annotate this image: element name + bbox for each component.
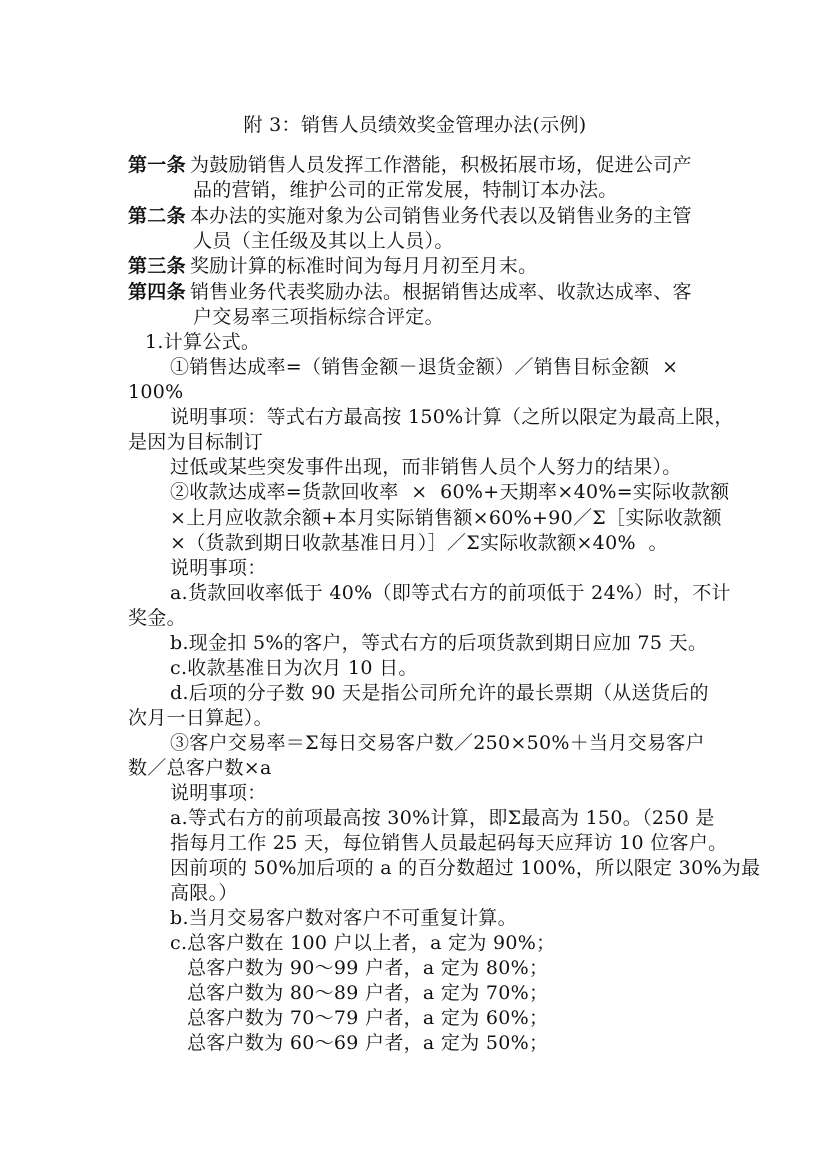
collection-rate-note-heading: 说明事项： [170,557,267,579]
customer-rate-formula-line: 数／总客户数×a [128,757,272,779]
article-2-text: 本办法的实施对象为公司销售业务代表以及销售业务的主管 [190,205,692,227]
article-1-continuation: 品的营销，维护公司的正常发展，特制订本办法。 [193,179,618,201]
article-3-text: 奖励计算的标准时间为每月月初至月末。 [190,255,538,277]
collection-rate-formula-line: ×上月应收款余额+本月实际销售额×60%+90／Σ［实际收款额 [170,507,722,529]
customer-rate-note-line: b.当月交易客户数对客户不可重复计算。 [170,907,517,929]
collection-rate-note-line: d.后项的分子数 90 天是指公司所允许的最长票期（从送货后的 [170,682,709,704]
article-1-text: 为鼓励销售人员发挥工作潜能，积极拓展市场，促进公司产 [190,154,692,176]
collection-rate-note-line: 奖金。 [128,607,186,629]
article-1-label: 第一条 [128,154,186,176]
article-2-continuation: 人员（主任级及其以上人员）。 [193,230,454,252]
collection-rate-note-line: c.收款基准日为次月 10 日。 [170,657,418,679]
collection-rate-formula-line: ②收款达成率=货款回收率 × 60%+天期率×40%=实际收款额 [170,481,730,503]
formula-heading: 1.计算公式。 [145,331,261,353]
collection-rate-note-line: b.现金扣 5%的客户，等式右方的后项货款到期日应加 75 天。 [170,632,708,654]
customer-tier-line: 总客户数为 70～79 户者，a 定为 60%； [187,1007,549,1029]
article-4-continuation: 户交易率三项指标综合评定。 [193,306,444,328]
article-3-label: 第三条 [128,255,186,277]
customer-rate-note-line: a.等式右方的前项最高按 30%计算，即Σ最高为 150。（250 是 [170,807,715,829]
collection-rate-formula-line: ×（货款到期日收款基准日月）］／Σ实际收款额×40% 。 [170,532,668,554]
article-4-label: 第四条 [128,281,186,303]
customer-rate-note-heading: 说明事项： [170,782,267,804]
article-4-text: 销售业务代表奖励办法。根据销售达成率、收款达成率、客 [190,281,692,303]
sales-rate-note-line: 说明事项：等式右方最高按 150%计算（之所以限定为最高上限， [170,406,734,428]
article-2-label: 第二条 [128,205,186,227]
customer-tier-line: 总客户数为 80～89 户者，a 定为 70%； [187,982,549,1004]
customer-rate-note-line: 指每月工作 25 天，每位销售人员最起码每天应拜访 10 位客户。 [170,832,728,854]
document-title: 附 3：销售人员绩效奖金管理办法(示例) [243,114,587,136]
customer-tier-line: 总客户数为 60～69 户者，a 定为 50%； [187,1032,549,1054]
sales-rate-formula-line: 100% [128,381,184,403]
customer-rate-note-line: 高限。） [170,882,238,904]
sales-rate-note-line: 过低或某些突发事件出现，而非销售人员个人努力的结果）。 [170,456,682,478]
collection-rate-note-line: 次月一日算起）。 [128,707,273,729]
sales-rate-note-line: 是因为目标制订 [128,431,264,453]
collection-rate-note-line: a.货款回收率低于 40%（即等式右方的前项低于 24%）时，不计 [170,582,731,604]
customer-rate-formula-line: ③客户交易率＝Σ每日交易客户数／250×50%＋当月交易客户 [170,732,705,754]
customer-rate-note-line: 因前项的 50%加后项的 a 的百分数超过 100%，所以限定 30%为最 [170,857,761,879]
customer-tier-line: 总客户数为 90～99 户者，a 定为 80%； [187,957,549,979]
customer-rate-note-line: c.总客户数在 100 户以上者，a 定为 90%； [170,932,556,954]
sales-rate-formula-line: ①销售达成率=（销售金额－退货金额）／销售目标金额 × [170,356,679,378]
